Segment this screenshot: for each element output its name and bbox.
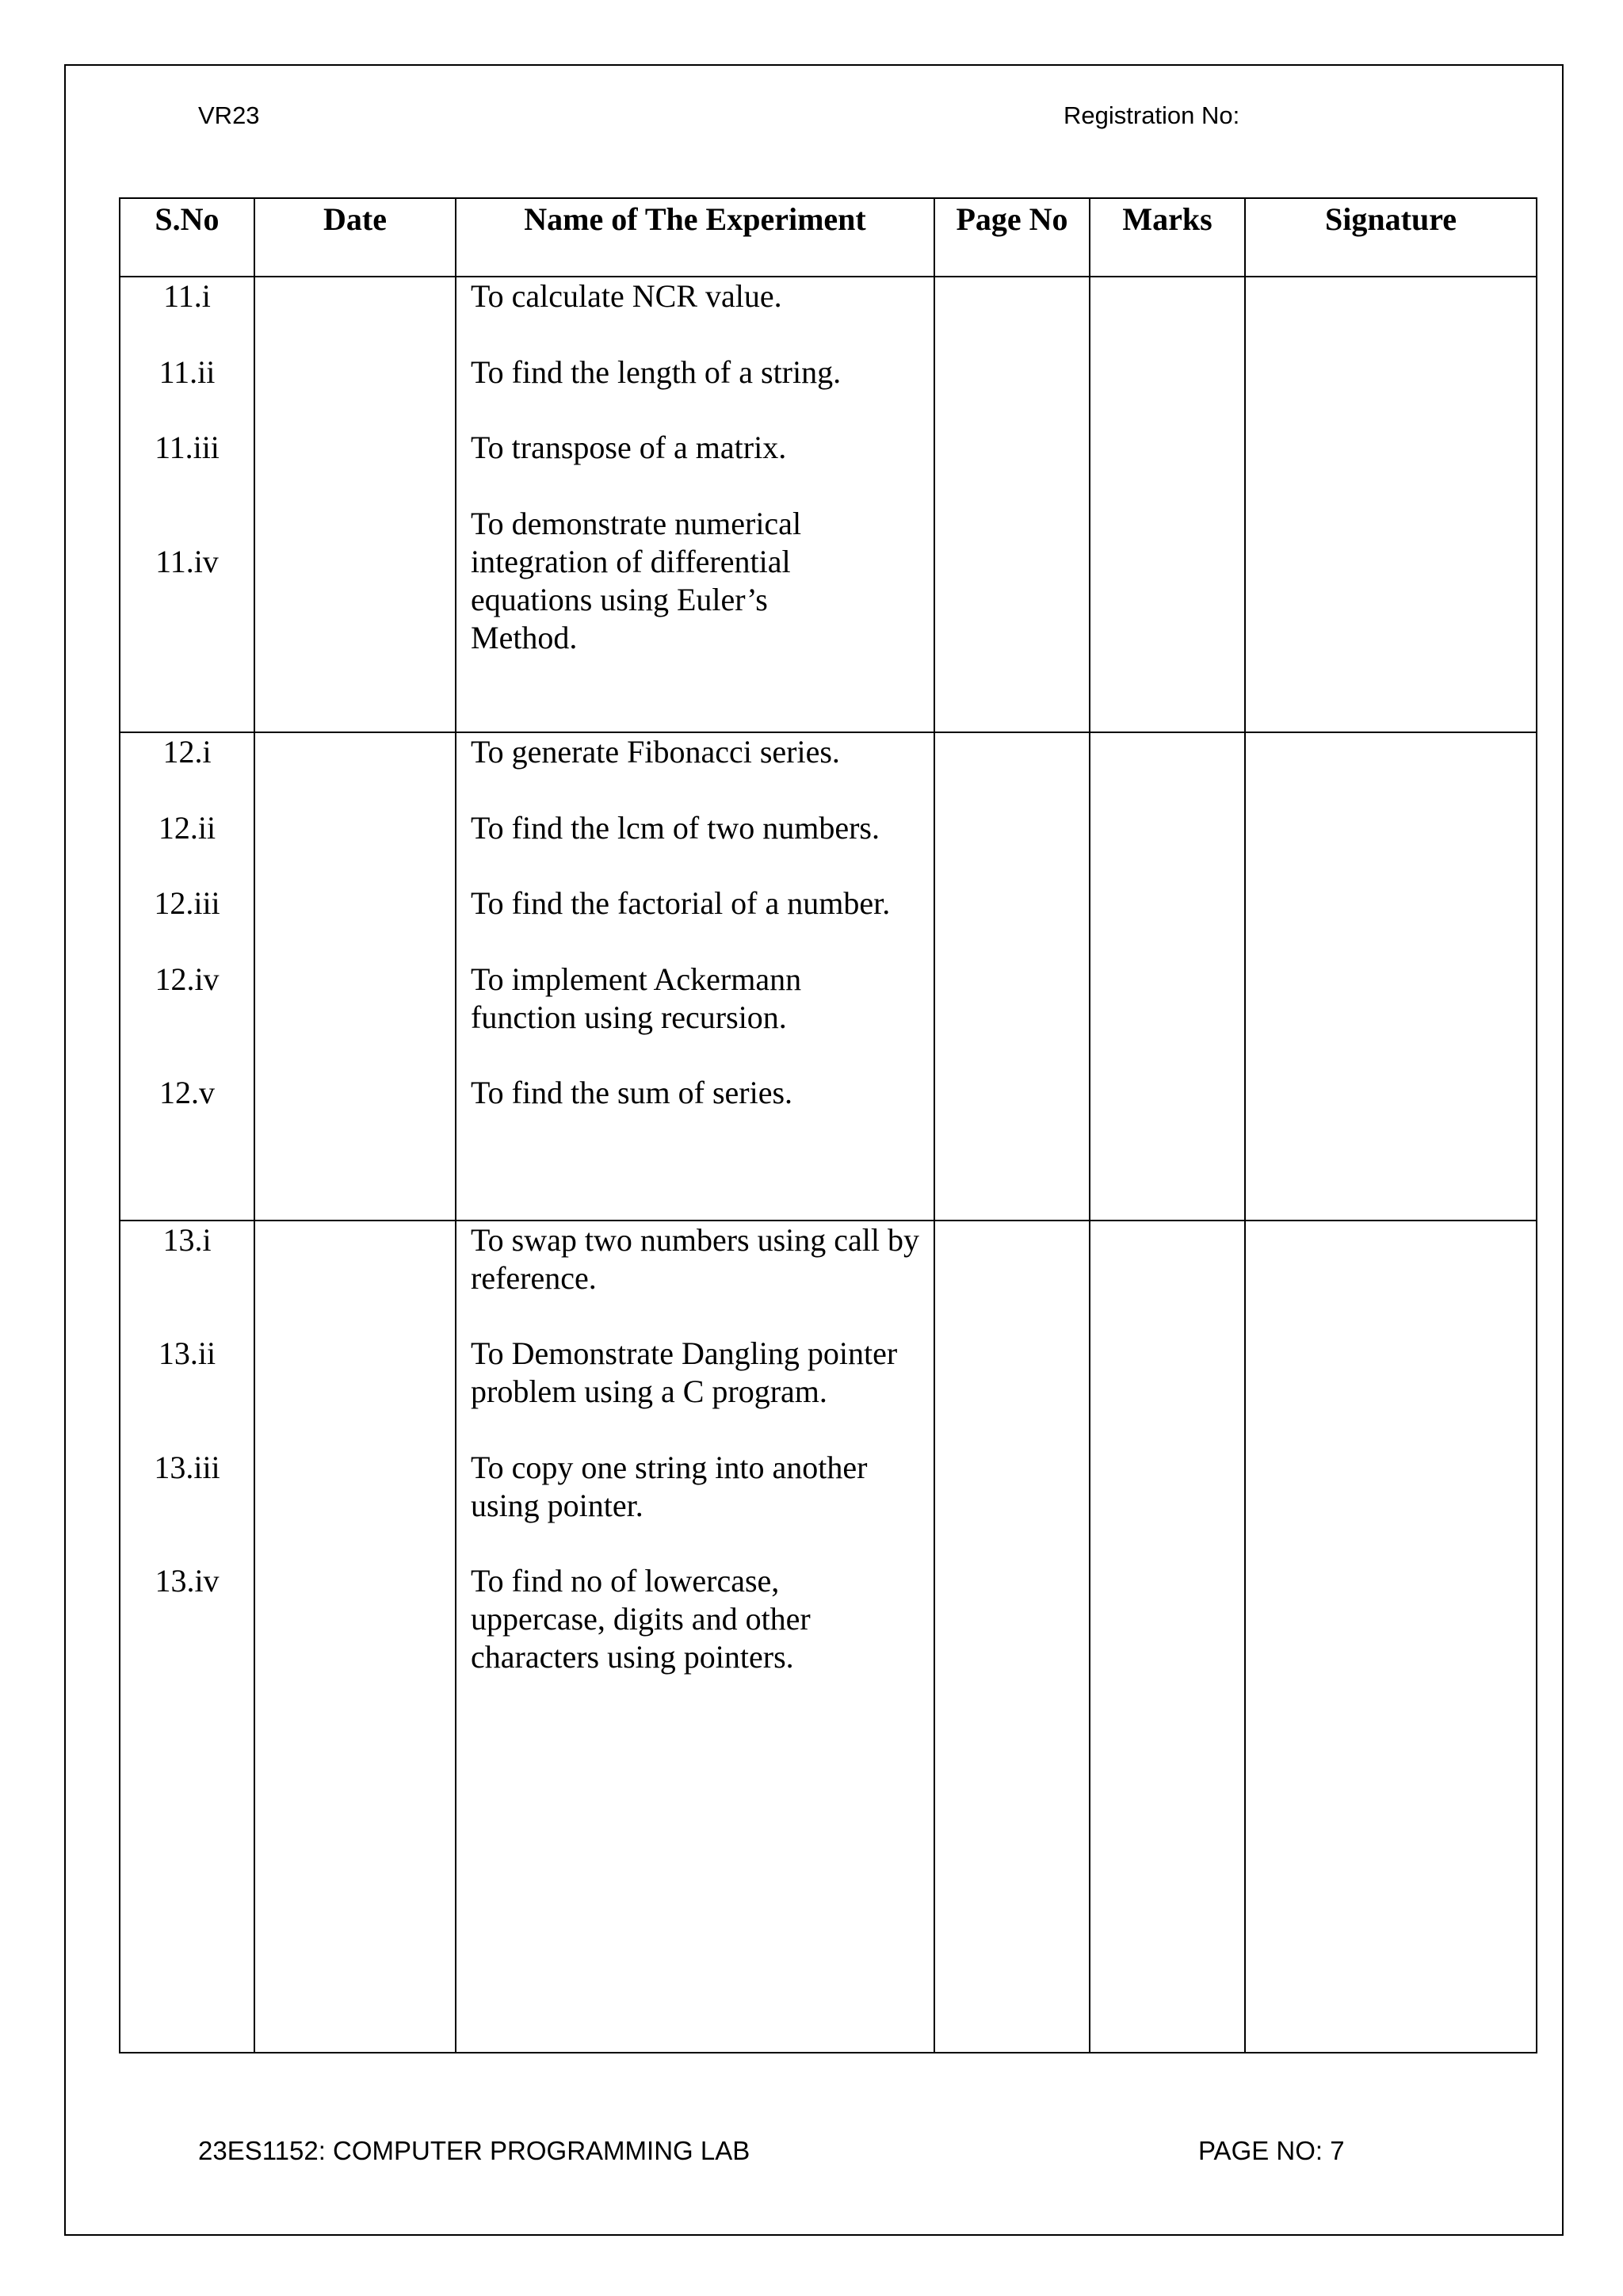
table-row: [120, 732, 1537, 1221]
date-cell: [254, 732, 456, 1221]
sno-value: 13.iv: [155, 1563, 220, 1599]
column-header-signature: Signature: [1245, 198, 1537, 277]
experiment-name: To swap two numbers using call by reference.: [471, 1222, 920, 1296]
sno-value: 11.ii: [158, 354, 216, 390]
name-cell: [456, 732, 934, 1221]
marks-cell: [1090, 732, 1245, 1221]
experiment-name: To Demonstrate Dangling pointer problem using a C program.: [471, 1335, 898, 1409]
date-cell: [254, 277, 456, 732]
column-header-date: Date: [254, 198, 456, 277]
marks-cell: [1090, 1221, 1245, 2053]
experiment-name: To find the factorial of a number.: [471, 885, 891, 921]
sno-cell: [120, 1221, 254, 2053]
experiment-name: To generate Fibonacci series.: [471, 734, 840, 770]
column-header-sno: S.No: [120, 198, 254, 277]
header-code: VR23: [198, 101, 260, 129]
signature-cell: [1245, 277, 1537, 732]
table-row: [120, 277, 1537, 732]
page-no-cell: [934, 732, 1090, 1221]
sno-cell: [120, 277, 254, 732]
signature-cell: [1245, 1221, 1537, 2053]
column-header-name: Name of The Experiment: [456, 198, 934, 277]
sno-value: 12.ii: [158, 810, 216, 846]
marks-cell: [1090, 277, 1245, 732]
column-header-page: Page No: [934, 198, 1090, 277]
sno-value: 13.ii: [158, 1335, 216, 1371]
sno-value: 11.i: [163, 278, 211, 314]
experiment-name: To calculate NCR value.: [471, 278, 782, 314]
sno-value: 13.iii: [154, 1450, 220, 1485]
sno-value: 11.iv: [155, 544, 219, 579]
experiment-name: To find the length of a string.: [471, 354, 842, 390]
experiment-name: To demonstrate numerical integration of differential equations using Euler’s Method.: [471, 506, 802, 655]
name-cell: [456, 1221, 934, 2053]
table-header-row: [120, 198, 1537, 277]
sno-value: 12.iii: [154, 885, 220, 921]
page-no-cell: [934, 1221, 1090, 2053]
page-no-cell: [934, 277, 1090, 732]
experiment-name: To find the lcm of two numbers.: [471, 810, 880, 846]
sno-value: 13.i: [162, 1222, 212, 1258]
sno-value: 11.iii: [155, 430, 220, 465]
footer-page-number: PAGE NO: 7: [1198, 2136, 1345, 2165]
experiment-name: To transpose of a matrix.: [471, 430, 787, 465]
registration-label: Registration No:: [1064, 101, 1240, 129]
footer-course: 23ES1152: COMPUTER PROGRAMMING LAB: [198, 2136, 750, 2165]
experiment-name: To implement Ackermann function using recursion.: [471, 961, 802, 1035]
experiment-name: To copy one string into another using pointer.: [471, 1450, 868, 1523]
date-cell: [254, 1221, 456, 2053]
sno-value: 12.iv: [155, 961, 220, 997]
sno-cell: [120, 732, 254, 1221]
signature-cell: [1245, 732, 1537, 1221]
sno-value: 12.i: [162, 734, 212, 770]
experiment-name: To find no of lowercase, uppercase, digits and other characters using pointers.: [471, 1563, 811, 1675]
table-row: [120, 1221, 1537, 2053]
sno-value: 12.v: [159, 1075, 215, 1110]
experiment-name: To find the sum of series.: [471, 1075, 793, 1110]
experiments-table: [119, 197, 1537, 2053]
column-header-marks: Marks: [1090, 198, 1245, 277]
name-cell: [456, 277, 934, 732]
